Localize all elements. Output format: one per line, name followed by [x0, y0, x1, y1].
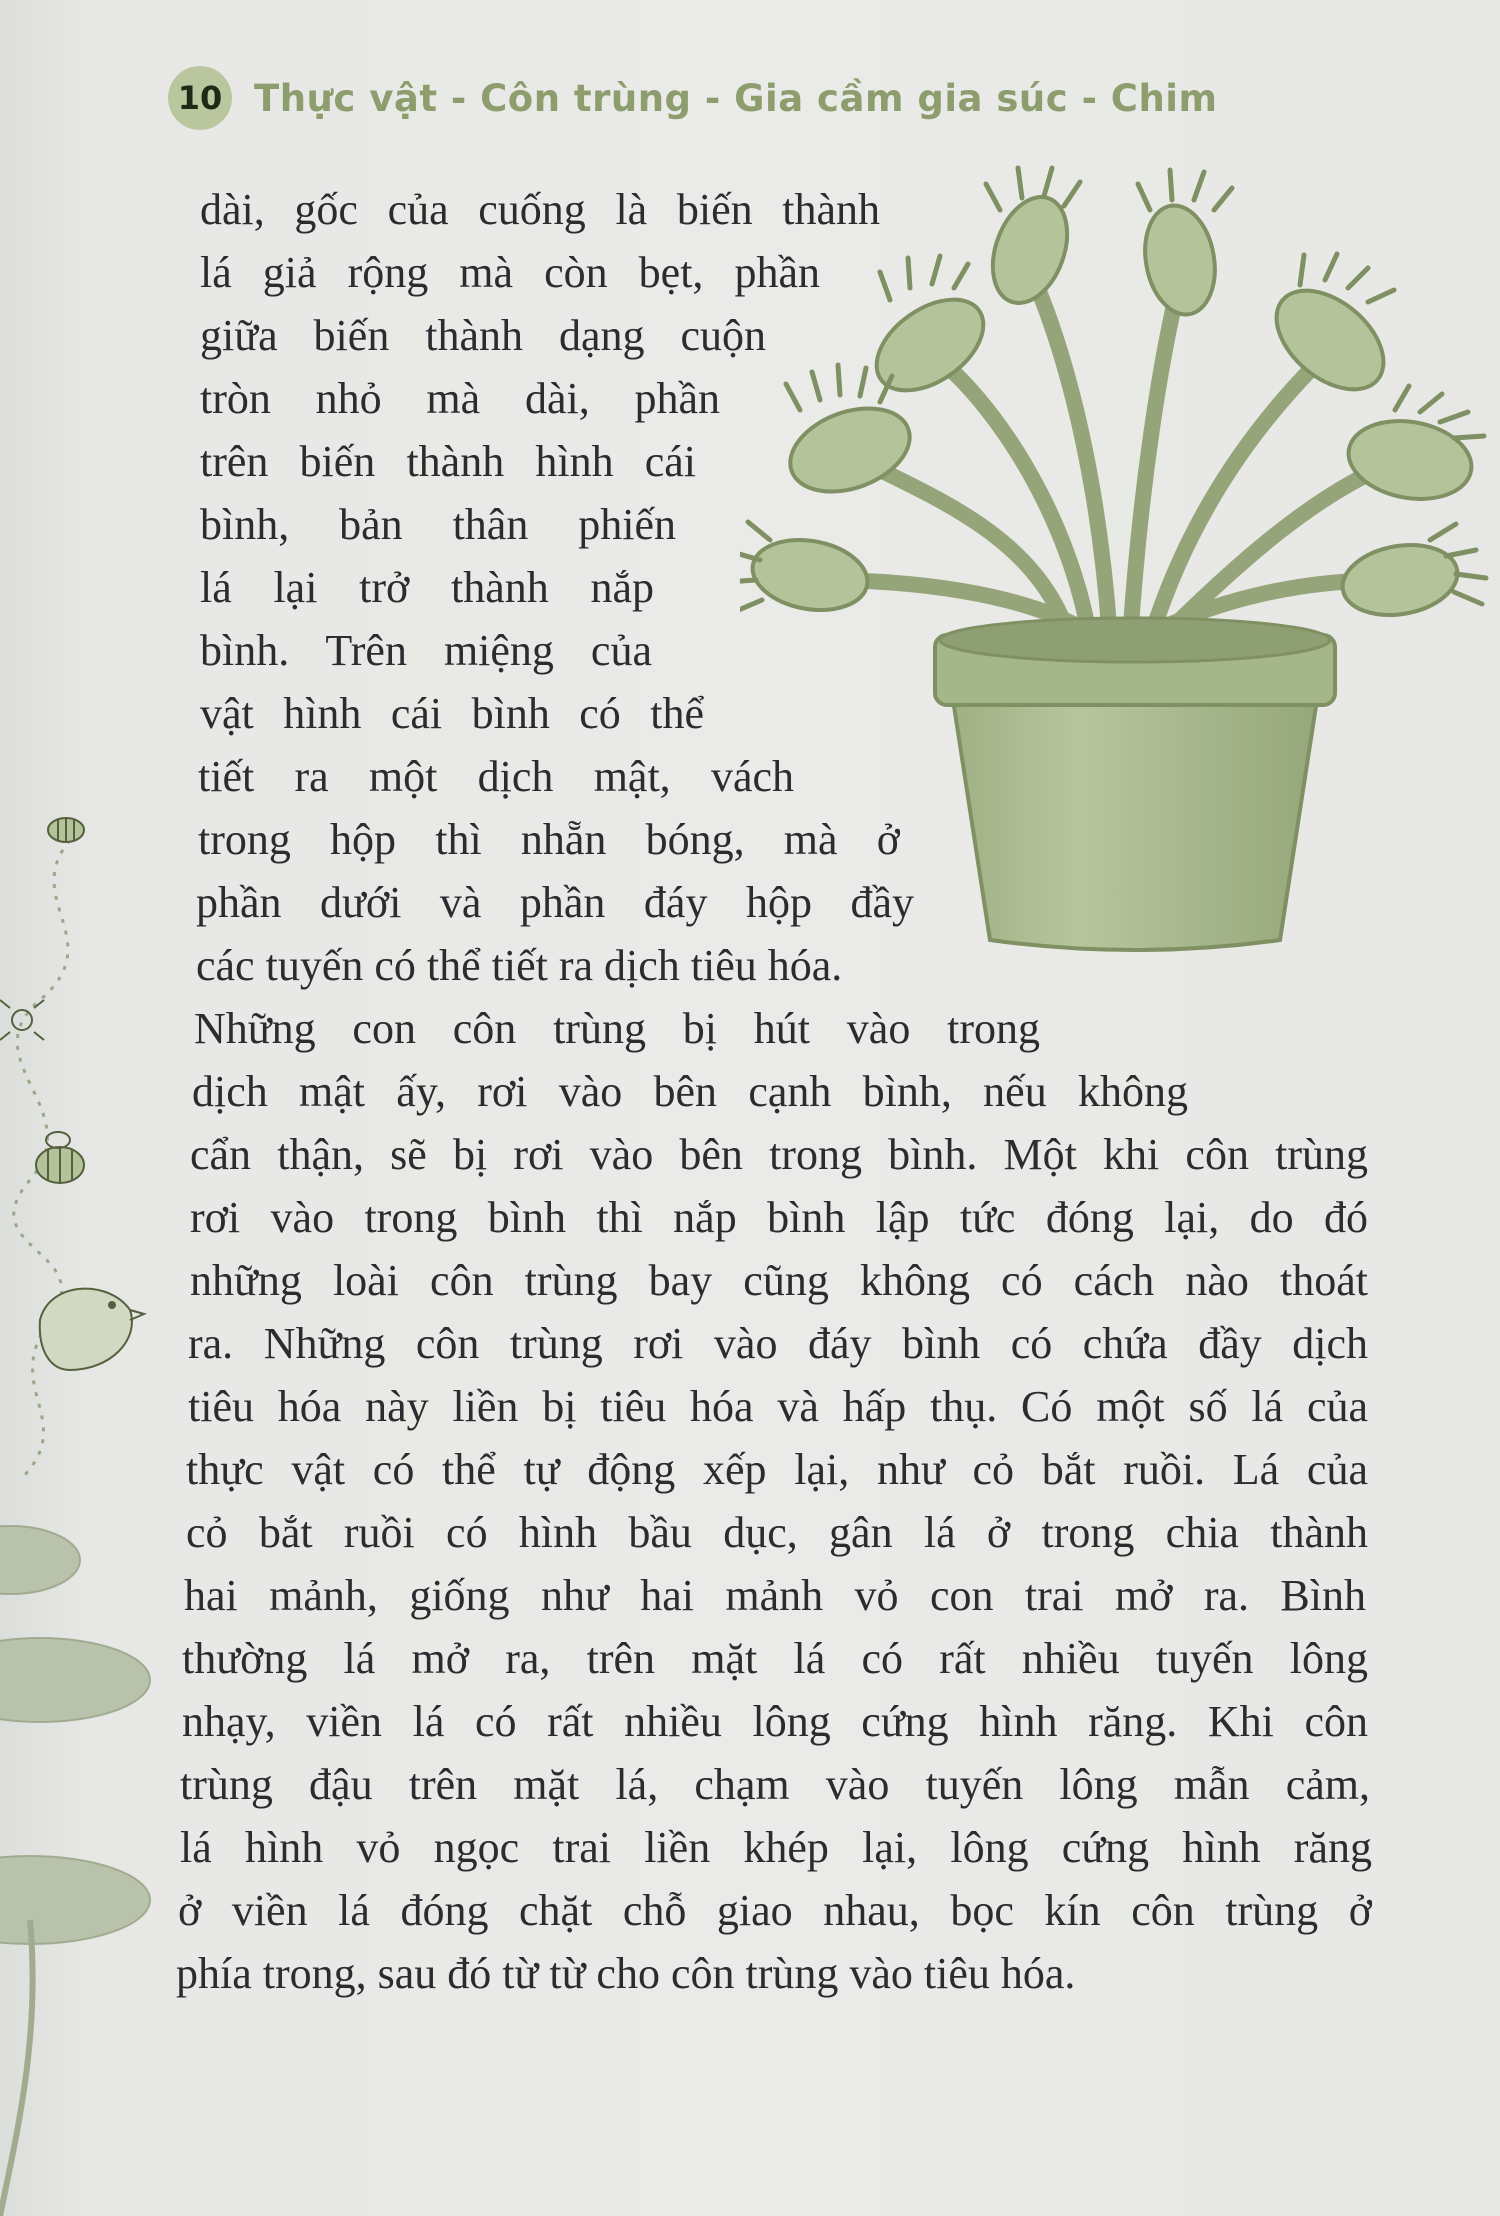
text-line: giữa biến thành dạng cuộn: [200, 311, 766, 360]
text-line: ở viền lá đóng chặt chỗ giao nhau, bọc kín côn trùng ở: [178, 1886, 1372, 1935]
text-line: bình. Trên miệng của: [200, 626, 652, 675]
text-line: tiêu hóa này liền bị tiêu hóa và hấp thụ. Có một số lá của: [188, 1382, 1368, 1431]
page-header: [168, 66, 1218, 130]
text-line: rơi vào trong bình thì nắp bình lập tức đóng lại, do đó: [190, 1193, 1368, 1242]
text-line: dịch mật ấy, rơi vào bên cạnh bình, nếu không: [192, 1067, 1188, 1116]
text-line: trên biến thành hình cái: [200, 437, 696, 486]
text-line: cẩn thận, sẽ bị rơi vào bên trong bình. Một khi côn trùng: [190, 1130, 1368, 1179]
lily-pads: [0, 1526, 150, 2216]
text-line: bình, bản thân phiến: [200, 500, 676, 549]
text-line: những loài côn trùng bay cũng không có cách nào thoát: [190, 1256, 1368, 1305]
margin-decoration: [0, 780, 170, 2216]
running-title: Thực vật - Côn trùng - Gia cầm gia súc - Chim: [254, 76, 1218, 120]
text-line: lá hình vỏ ngọc trai liền khép lại, lông cứng hình răng: [180, 1823, 1372, 1872]
text-line: ra. Những côn trùng rơi vào đáy bình có chứa đầy dịch: [188, 1319, 1368, 1368]
text-line: nhạy, viền lá có rất nhiều lông cứng hình răng. Khi côn: [182, 1697, 1368, 1746]
page-number: 10: [177, 79, 223, 117]
text-line: thực vật có thể tự động xếp lại, như cỏ bắt ruồi. Lá của: [186, 1445, 1368, 1494]
text-line: thường lá mở ra, trên mặt lá có rất nhiều tuyến lông: [182, 1634, 1368, 1683]
bird-icon: [40, 1289, 144, 1370]
text-line: trùng đậu trên mặt lá, chạm vào tuyến lông mẫn cảm,: [180, 1760, 1370, 1809]
text-line: dài, gốc của cuống là biến thành: [200, 185, 880, 234]
text-line: Những con côn trùng bị hút vào trong: [194, 1004, 1040, 1053]
text-line: hai mảnh, giống như hai mảnh vỏ con trai mở ra. Bình: [184, 1571, 1366, 1620]
text-line: cỏ bắt ruồi có hình bầu dục, gân lá ở trong chia thành: [186, 1508, 1368, 1557]
text-line: tiết ra một dịch mật, vách: [198, 752, 794, 801]
text-line: trong hộp thì nhẵn bóng, mà ở: [198, 815, 900, 864]
text-line: vật hình cái bình có thể: [200, 689, 704, 738]
text-line: tròn nhỏ mà dài, phần: [200, 374, 720, 423]
plant-traps: [747, 187, 1478, 624]
bee-icon: [36, 1132, 84, 1183]
text-line: lá lại trở thành nắp: [200, 563, 654, 612]
flower-pot: [935, 618, 1335, 950]
text-line: các tuyến có thể tiết ra dịch tiêu hóa.: [196, 941, 843, 990]
bee-icon: [48, 818, 84, 842]
text-line: phía trong, sau đó từ từ cho côn trùng vào tiêu hóa.: [176, 1949, 1076, 1998]
text-line: phần dưới và phần đáy hộp đầy: [196, 878, 914, 927]
flower-icon: [0, 1000, 44, 1040]
page-number-badge: [168, 66, 232, 130]
text-line: lá giả rộng mà còn bẹt, phần: [200, 248, 820, 297]
